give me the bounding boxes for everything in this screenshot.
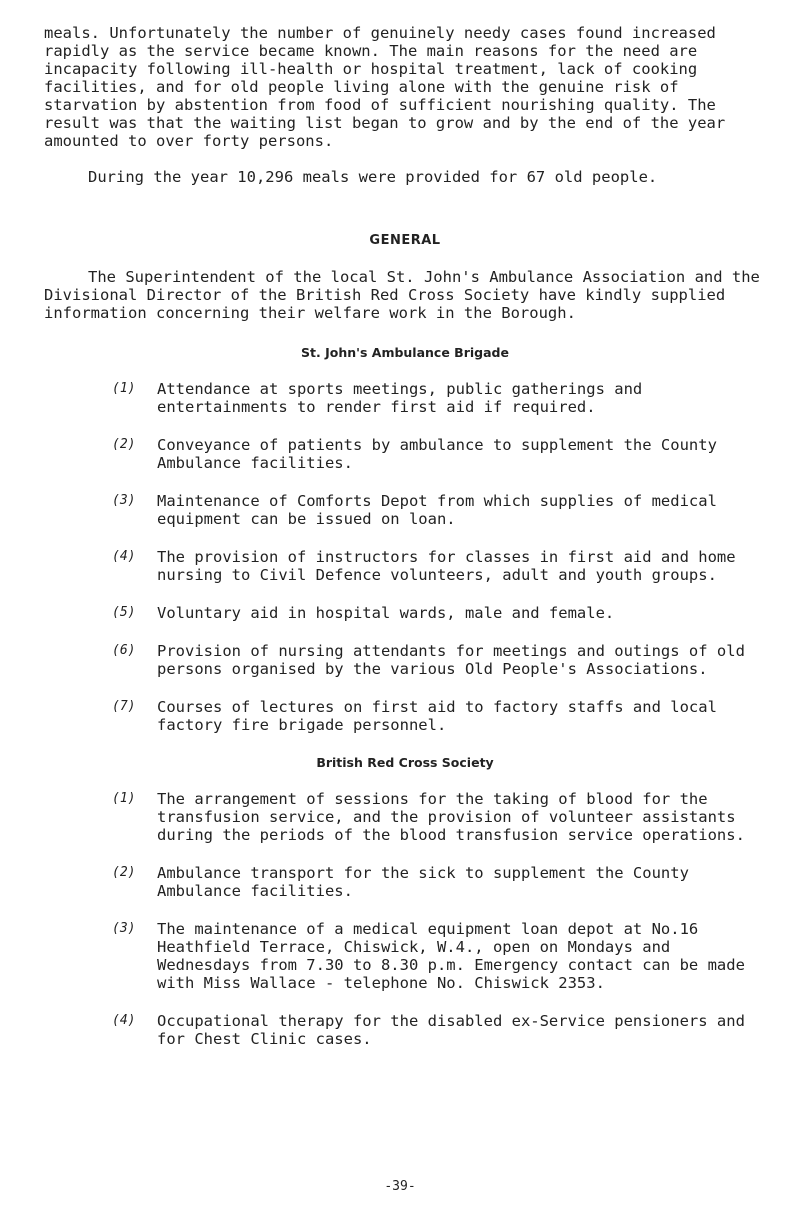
item-number: (1) (112, 791, 136, 806)
item-number: (4) (112, 549, 136, 564)
item-text: Attendance at sports meetings, public gatherings and entertainments to render first aid if required. (157, 380, 643, 416)
item-text: Provision of nursing attendants for meetings and outings of old persons organised by the various Old People's Associations. (157, 642, 745, 678)
item-text: The provision of instructors for classes in first aid and home nursing to Civil Defence volunteers, adult and youth groups. (157, 548, 736, 584)
list-item (44, 548, 766, 584)
list-item (44, 920, 766, 992)
list-item (44, 380, 766, 416)
item-number: (1) (112, 381, 136, 396)
item-number: (6) (112, 643, 136, 658)
st-john-list (44, 380, 766, 734)
item-number: (2) (112, 865, 136, 880)
item-number: (4) (112, 1013, 136, 1028)
page-number: -39- (384, 1179, 416, 1194)
list-item (44, 1012, 766, 1048)
list-item (44, 604, 766, 622)
intro-paragraph: meals. Unfortunately the number of genuinely needy cases found increased rapidly as the service became known. The main reasons for the need are incapacity following ill-health or hospital treatment, lack of cooking facilities, and for old people living alone with the genuine risk of starvation by abstention from food of sufficient nourishing quality. The result was that the waiting list began to grow and by the end of the year amounted to over forty persons. (44, 24, 726, 150)
item-text: Ambulance transport for the sick to supplement the County Ambulance facilities. (157, 864, 689, 900)
st-john-heading: St. John's Ambulance Brigade (301, 345, 509, 360)
item-number: (3) (112, 921, 136, 936)
general-paragraph: The Superintendent of the local St. John's Ambulance Association and the Divisional Director of the British Red Cross Society have kindly supplied information concerning their welfare work in the Borough. (44, 268, 760, 322)
red-cross-heading: British Red Cross Society (316, 755, 494, 770)
item-number: (5) (112, 605, 136, 620)
item-number: (2) (112, 437, 136, 452)
list-item (44, 436, 766, 472)
item-text: Voluntary aid in hospital wards, male and female. (157, 604, 615, 622)
meals-sentence: During the year 10,296 meals were provided for 67 old people. (88, 168, 658, 186)
item-number: (7) (112, 699, 136, 714)
list-item (44, 864, 766, 900)
general-heading: GENERAL (369, 233, 441, 248)
item-text: The maintenance of a medical equipment loan depot at No.16 Heathfield Terrace, Chiswick, W.4., open on Mondays and Wednesdays from 7.30 to 8.30 p.m. Emergency contact can be made with Miss Wallace - telephone No. Chiswick 2353. (157, 920, 745, 992)
list-item (44, 698, 766, 734)
document-page (44, 24, 766, 1068)
item-text: The arrangement of sessions for the taking of blood for the transfusion service, and the provision of volunteer assistants during the periods of the blood transfusion service operations. (157, 790, 745, 844)
item-number: (3) (112, 493, 136, 508)
list-item (44, 790, 766, 844)
red-cross-list (44, 790, 766, 1048)
list-item (44, 642, 766, 678)
item-text: Occupational therapy for the disabled ex-Service pensioners and for Chest Clinic cases. (157, 1012, 745, 1048)
item-text: Conveyance of patients by ambulance to supplement the County Ambulance facilities. (157, 436, 717, 472)
list-item (44, 492, 766, 528)
item-text: Maintenance of Comforts Depot from which supplies of medical equipment can be issued on loan. (157, 492, 717, 528)
item-text: Courses of lectures on first aid to factory staffs and local factory fire brigade personnel. (157, 698, 717, 734)
